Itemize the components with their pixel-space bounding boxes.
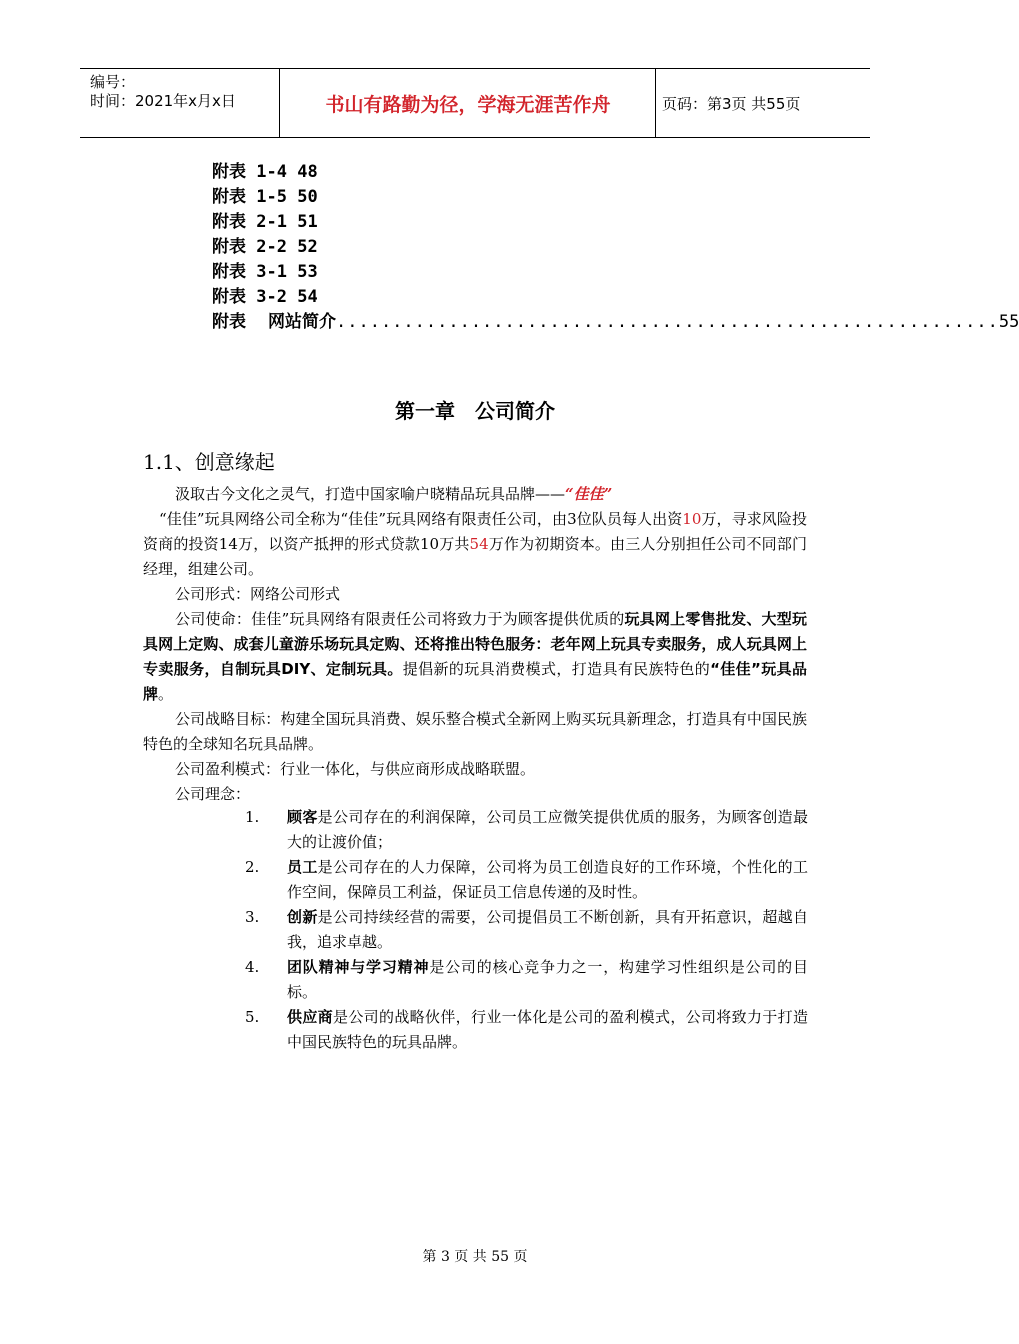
- intro-paragraph: 汲取古今文化之灵气，打造中国家喻户晓精品玩具品牌——“佳佳”: [175, 485, 613, 503]
- mission-paragraph: 公司使命：佳佳”玩具网络有限责任公司将致力于为顾客提供优质的玩具网上零售批发、大型玩具网上定购、成套儿童游乐场玩具定购、还将推出特色服务：老年网上玩具专卖服务，成人玩具网上专卖服务，自制玩具DIY、定制玩具。提倡新的玩具消费模式，打造具有民族特色的“佳佳”玩具品牌。: [143, 610, 807, 703]
- body-text: [143, 482, 807, 807]
- list-item: 4. 团队精神与学习精神是公司的核心竞争力之一，构建学习性组织是公司的目标。: [245, 958, 808, 1001]
- toc-row[interactable]: 附表 3-2 54: [212, 287, 318, 307]
- form-paragraph: 公司形式：网络公司形式: [175, 585, 341, 603]
- toc-row[interactable]: 附表 1-5 50: [212, 187, 318, 207]
- chapter-title: 第一章 公司简介: [395, 399, 555, 423]
- header-page-info: 页码：第3页 共55页: [662, 94, 801, 113]
- time-label: 时间：2021年x月x日: [90, 92, 236, 110]
- list-item: 5. 供应商是公司的战略伙伴，行业一体化是公司的盈利模式，公司将致力于打造中国民族特色的玩具品牌。: [245, 1008, 808, 1051]
- number-label: 编号：: [90, 73, 136, 91]
- header-motto: 书山有路勤为径，学海无涯苦作舟: [281, 69, 656, 137]
- company-paragraph: “佳佳”玩具网络公司全称为“佳佳”玩具网络有限责任公司，由3位队员每人出资10万，寻求风险投资商的投资14万，以资产抵押的形式贷款10万共54万作为初期资本。由三人分别担任公司不同部门经理，组建公司。: [143, 510, 807, 578]
- page-footer: 第 3 页 共 55 页: [422, 1249, 528, 1265]
- idea-label: 公司理念：: [175, 785, 251, 803]
- toc-list: [212, 160, 1019, 335]
- profit-paragraph: 公司盈利模式：行业一体化，与供应商形成战略联盟。: [175, 760, 536, 778]
- ideas-list: [236, 805, 808, 1055]
- list-item: 1. 顾客是公司存在的利润保障，公司员工应微笑提供优质的服务，为顾客创造最大的让渡价值；: [245, 808, 808, 851]
- toc-row[interactable]: 附表 1-4 48: [212, 162, 318, 182]
- strategy-paragraph: 公司战略目标：构建全国玩具消费、娱乐整合模式全新网上购买玩具新理念，打造具有中国民族特色的全球知名玩具品牌。: [143, 710, 807, 753]
- page-header: [80, 68, 870, 138]
- toc-row-website[interactable]: 附表 网站简介 ........................................................... 55: [212, 312, 1019, 332]
- list-item: 2. 员工是公司存在的人力保障，公司将为员工创造良好的工作环境，个性化的工作空间，保障员工利益，保证员工信息传递的及时性。: [245, 858, 808, 901]
- section-title: 1.1、创意缘起: [143, 450, 275, 474]
- toc-row[interactable]: 附表 2-1 51: [212, 212, 318, 232]
- toc-row[interactable]: 附表 3-1 53: [212, 262, 318, 282]
- header-meta: [80, 69, 280, 137]
- toc-row[interactable]: 附表 2-2 52: [212, 237, 318, 257]
- list-item: 3. 创新是公司持续经营的需要，公司提倡员工不断创新，具有开拓意识，超越自我，追求卓越。: [245, 908, 808, 951]
